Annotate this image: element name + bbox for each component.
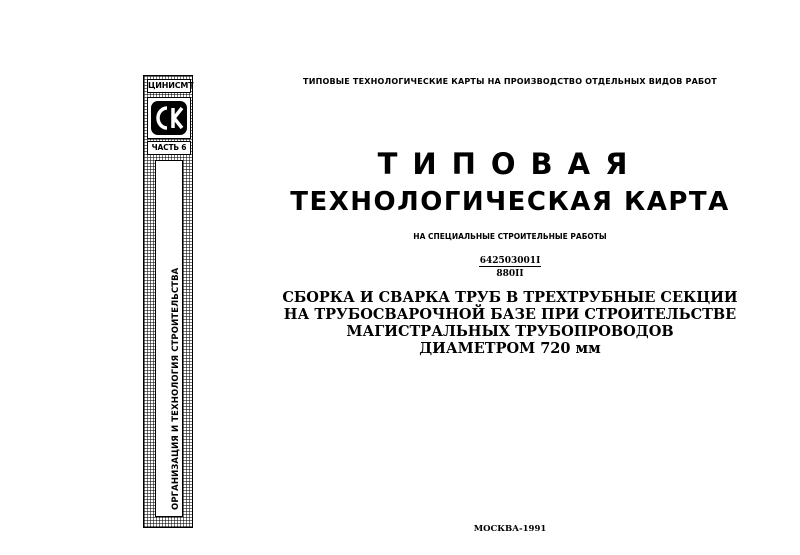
description-line: МАГИСТРАЛЬНЫХ ТРУБОПРОВОДОВ	[346, 323, 674, 340]
code-numerator	[430, 256, 590, 266]
series-header: ТИПОВЫЕ ТЕХНОЛОГИЧЕСКИЕ КАРТЫ НА ПРОИЗВОДСТВО ОТДЕЛЬНЫХ ВИДОВ РАБОТ	[303, 77, 717, 86]
description-line: СБОРКА И СВАРКА ТРУБ В ТРЕХТРУБНЫЕ СЕКЦИИ	[282, 289, 738, 306]
spine-vertical-title: ОРГАНИЗАЦИЯ И ТЕХНОЛОГИЯ СТРОИТЕЛЬСТВА	[171, 267, 181, 510]
code-denominator: 880II	[496, 269, 524, 279]
title-line-1: ТИПОВАЯ	[377, 147, 643, 181]
sk-logo-graphic	[148, 98, 190, 138]
book-spine	[143, 75, 193, 528]
spine-organization: ЦИНИСМТ	[147, 79, 191, 93]
description-line: НА ТРУБОСВАРОЧНОЙ БАЗЕ ПРИ СТРОИТЕЛЬСТВЕ	[283, 306, 737, 323]
footer-city-year: МОСКВА-1991	[473, 524, 547, 534]
title-line-2: ТЕХНОЛОГИЧЕСКАЯ КАРТА	[290, 187, 730, 217]
subtitle: НА СПЕЦИАЛЬНЫЕ СТРОИТЕЛЬНЫЕ РАБОТЫ	[413, 232, 607, 241]
description	[280, 289, 740, 357]
sk-logo-icon	[147, 97, 191, 139]
spine-panel	[155, 160, 183, 517]
spine-part-number: ЧАСТЬ 6	[147, 141, 191, 155]
description-line: ДИАМЕТРОМ 720 мм	[419, 340, 601, 357]
code-numerator-text: 642503001I	[479, 256, 541, 266]
